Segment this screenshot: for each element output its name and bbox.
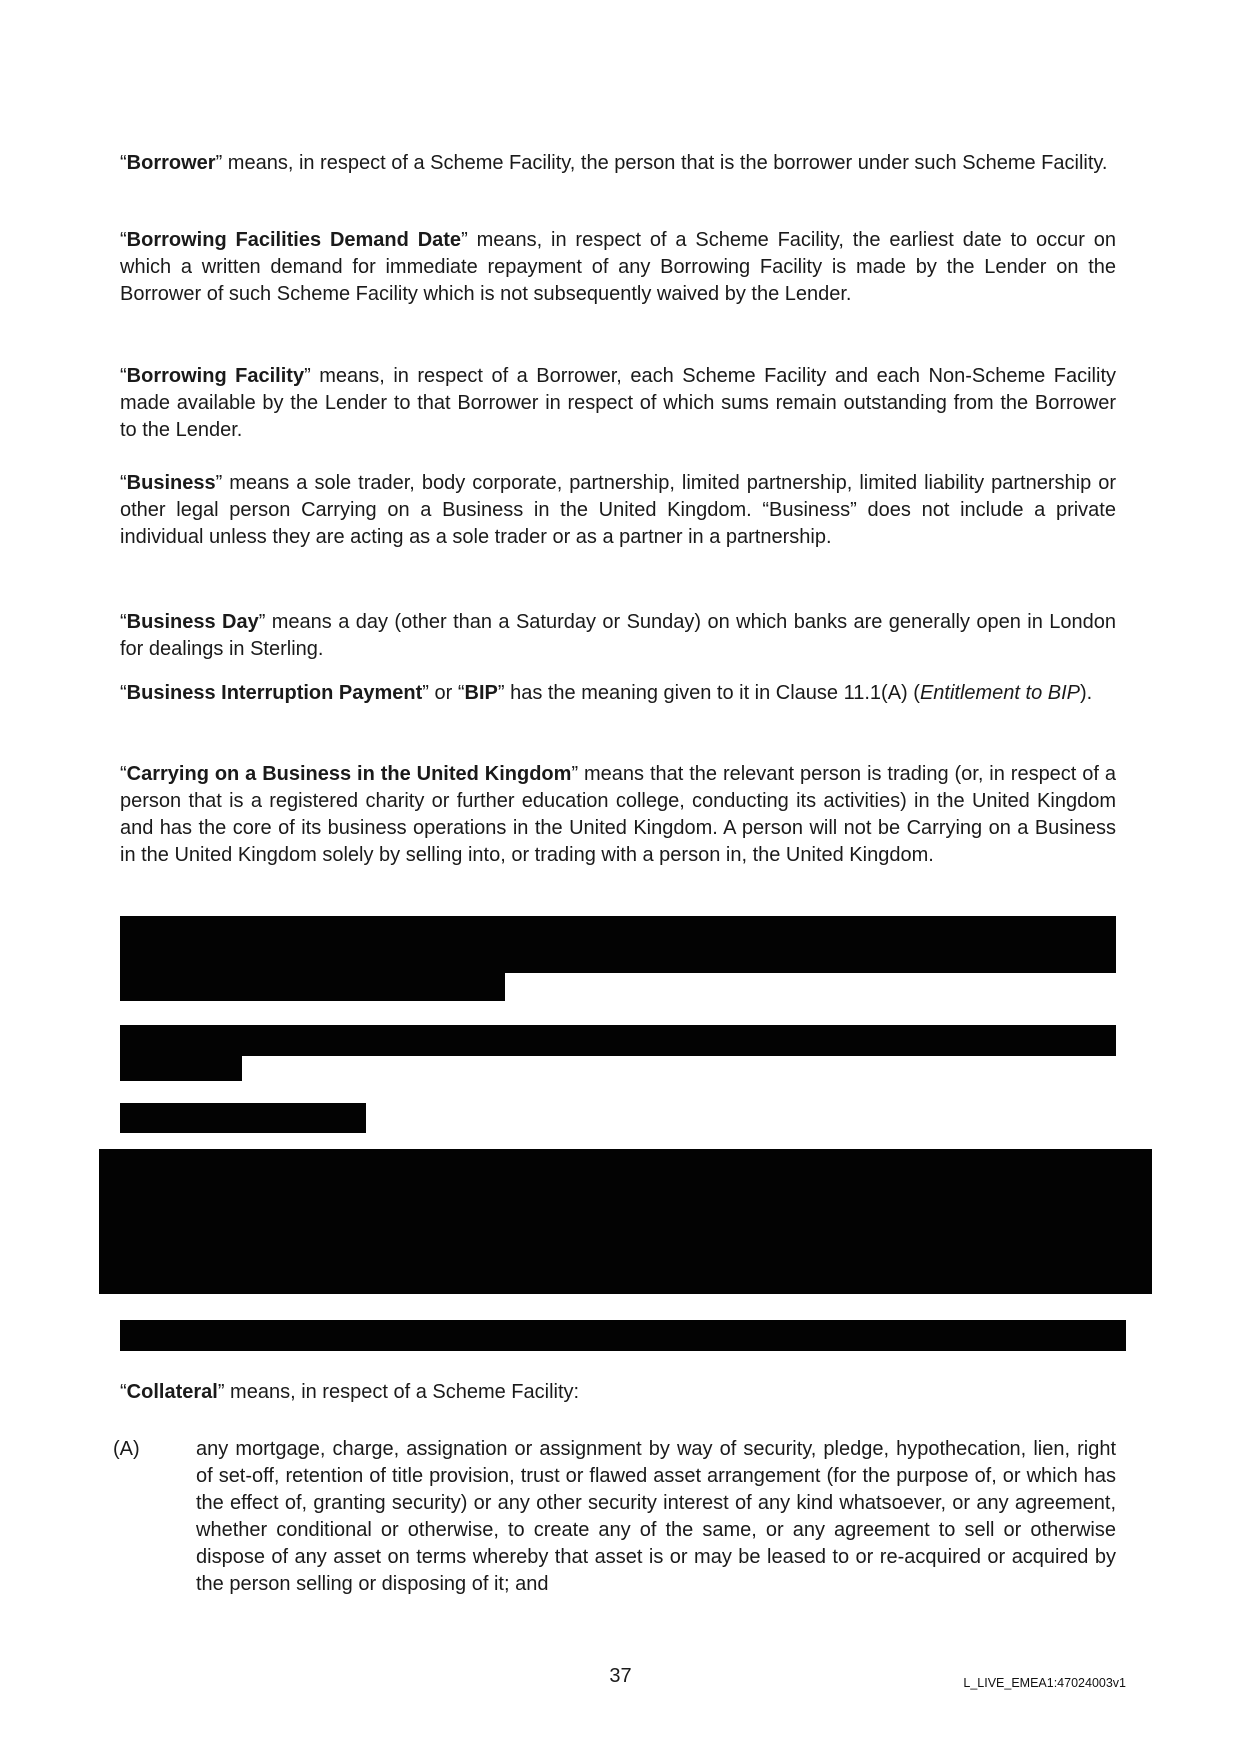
clause-label: (A): [113, 1438, 140, 1460]
redaction-bar: [120, 916, 1116, 973]
page-number: 37: [609, 1665, 632, 1687]
definition-borrowing-facility: “Borrowing Facility” means, in respect of a Borrower, each Scheme Facility and each Non-Scheme Facility made available by the Lender to that Borrower in respect of which sums remain outstanding from the Borrower to the Lender.: [120, 365, 1116, 441]
definition-business-day: “Business Day” means a day (other than a Saturday or Sunday) on which banks are generally open in London for dealings in Sterling.: [120, 611, 1116, 660]
document-reference: L_LIVE_EMEA1:47024003v1: [963, 1676, 1126, 1690]
clause-text: any mortgage, charge, assignation or assignment by way of security, pledge, hypothecation, lien, right of set-off, retention of title provision, trust or flawed asset arrangement (for the purpose of, or which has the effect of, granting security) or any other security interest of any kind whatsoever, or any agreement, whether conditional or otherwise, to create any of the same, or any agreement to sell or otherwise dispose of any asset on terms whereby that asset is or may be leased to or re-acquired or acquired by the person selling or disposing of it; and: [196, 1438, 1116, 1595]
redaction-bar: [120, 1320, 1126, 1351]
definition-carrying-on-a-business: “Carrying on a Business in the United Kingdom” means that the relevant person is trading (or, in respect of a person that is a registered charity or further education college, conducting its activities) in the United Kingdom and has the core of its business operations in the United Kingdom. A person will not be Carrying on a Business in the United Kingdom solely by selling into, or trading with a person in, the United Kingdom.: [120, 763, 1116, 866]
definition-borrowing-facilities-demand-date: “Borrowing Facilities Demand Date” means, in respect of a Scheme Facility, the earliest date to occur on which a written demand for immediate repayment of any Borrowing Facility is made by the Lender on the Borrower of such Scheme Facility which is not subsequently waived by the Lender.: [120, 229, 1116, 305]
redaction-bar: [120, 973, 505, 1001]
definition-business: “Business” means a sole trader, body corporate, partnership, limited partnership, limited liability partnership or other legal person Carrying on a Business in the United Kingdom. “Business” does not include a private individual unless they are acting as a sole trader or as a partner in a partnership.: [120, 472, 1116, 548]
definition-borrower: “Borrower” means, in respect of a Scheme Facility, the person that is the borrower under such Scheme Facility.: [120, 152, 1108, 174]
clause-a: [113, 1436, 1116, 1598]
redaction-bar: [120, 1025, 1116, 1056]
redaction-bar: [120, 1056, 242, 1081]
redaction-bar: [99, 1149, 1152, 1294]
definition-business-interruption-payment: “Business Interruption Payment” or “BIP” has the meaning given to it in Clause 11.1(A) (Entitlement to BIP).: [120, 682, 1093, 704]
redaction-bar: [120, 1103, 366, 1133]
definition-collateral: “Collateral” means, in respect of a Scheme Facility:: [120, 1381, 580, 1403]
